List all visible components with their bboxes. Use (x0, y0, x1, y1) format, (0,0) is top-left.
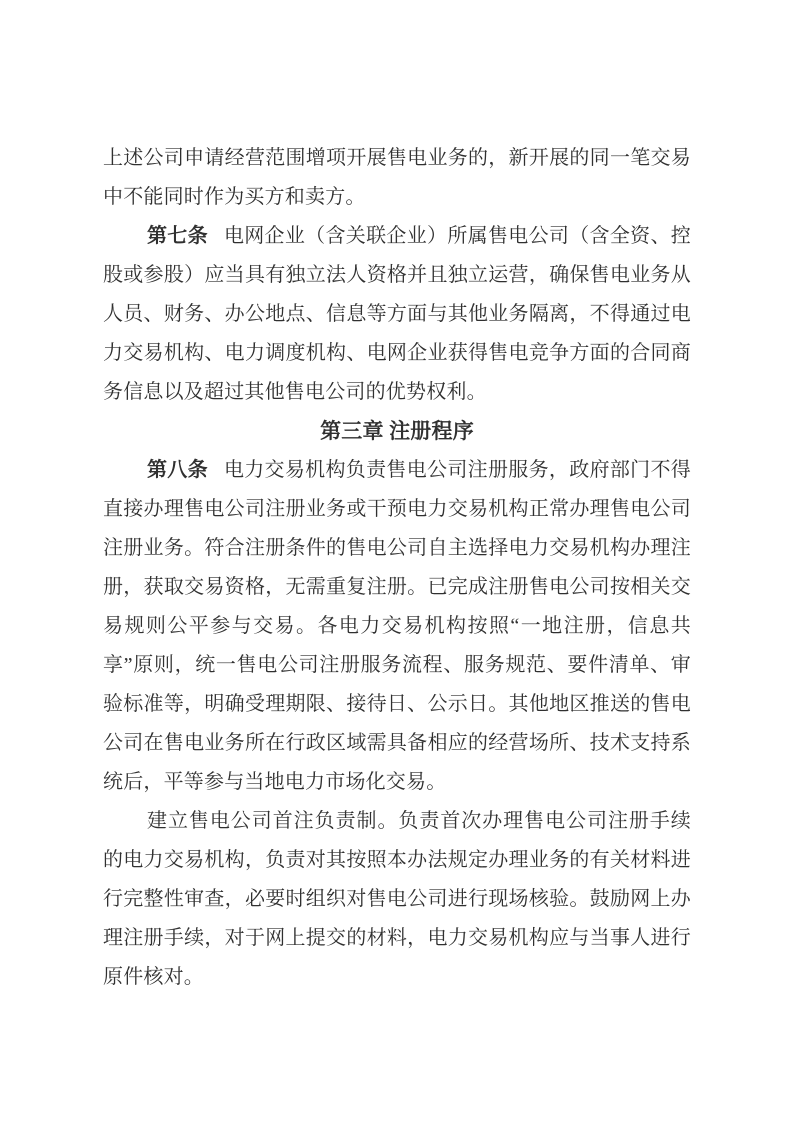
article-8-text: 电力交易机构负责售电公司注册服务，政府部门不得直接办理售电公司注册业务或干预电力交易机构正常办理售电公司注册业务。符合注册条件的售电公司自主选择电力交易机构办理注册，获取交易资格，无需重复注册。已完成注册售电公司按相关交易规则公平参与交易。各电力交易机构按照“一地注册，信息共享”原则，统一售电公司注册服务流程、服务规范、要件清单、审验标准等，明确受理期限、接待日、公示日。其他地区推送的售电公司在售电业务所在行政区域需具备相应的经营场所、技术支持系统后，平等参与当地电力市场化交易。 (103, 459, 691, 793)
article-7-text: 电网企业（含关联企业）所属售电公司（含全资、控股或参股）应当具有独立法人资格并且独立运营，确保售电业务从人员、财务、办公地点、信息等方面与其他业务隔离，不得通过电力交易机构、电力调度机构、电网企业获得售电竞争方面的合同商务信息以及超过其他售电公司的优势权利。 (103, 225, 691, 403)
chapter-3-heading: 第三章 注册程序 (320, 419, 474, 443)
paragraph-article-7 (103, 217, 691, 412)
paragraph-article-8 (103, 451, 691, 802)
article-7-label: 第七条 (147, 225, 208, 247)
paragraph-continuation: 上述公司申请经营范围增项开展售电业务的，新开展的同一笔交易中不能同时作为买方和卖方。 (103, 147, 691, 208)
paragraph-first-registration: 建立售电公司首注负责制。负责首次办理售电公司注册手续的电力交易机构，负责对其按照本办法规定办理业务的有关材料进行完整性审查，必要时组织对售电公司进行现场核验。鼓励网上办理注册手续，对于网上提交的材料，电力交易机构应与当事人进行原件核对。 (103, 810, 691, 988)
article-8-label: 第八条 (147, 459, 208, 481)
